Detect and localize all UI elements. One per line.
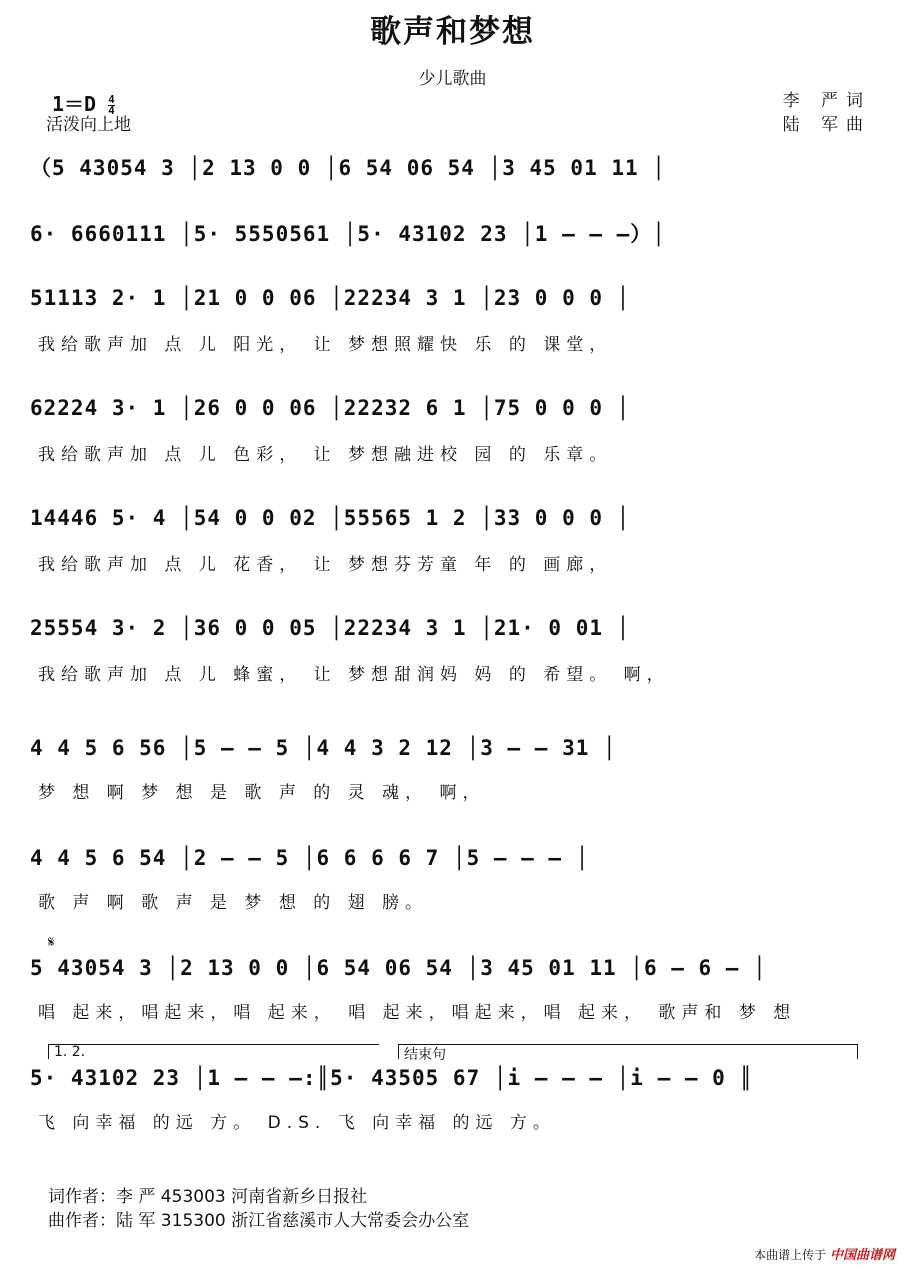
notation-row-3: 51113 2· 1 │21 0 0 06 │22234 3 1 │23 0 0 0 │ bbox=[30, 286, 631, 310]
lyricist-info: 词作者：李 严 453003 河南省新乡日报社 bbox=[48, 1187, 368, 1207]
tempo-marking: 活泼向上地 bbox=[46, 115, 131, 135]
site-logo: 中国曲谱网 bbox=[829, 1248, 895, 1263]
notation-row-9: 5 43054 3 │2 13 0 0 │6 54 06 54 │3 45 01 11 │6 — 6 — │ bbox=[30, 956, 767, 980]
notation-row-10: 5· 43102 23 │1 — — —:║5· 43505 67 │i — — — │i — — 0 ║ bbox=[30, 1066, 754, 1090]
ending-bracket bbox=[398, 1044, 858, 1059]
lyric-row-8: 歌 声 啊 歌 声 是 梦 想 的 翅 膀。 bbox=[38, 893, 429, 913]
notation-row-1: （5 43054 3 │2 13 0 0 │6 54 06 54 │3 45 01 11 │ bbox=[30, 156, 666, 180]
notation-row-5: 14446 5· 4 │54 0 0 02 │55565 1 2 │33 0 0 0 │ bbox=[30, 506, 631, 530]
notation-row-2: 6· 6660111 │5· 5550561 │5· 43102 23 │1 — — —）│ bbox=[30, 222, 666, 246]
time-top: 4 bbox=[108, 93, 115, 106]
composer-credit: 陆 军曲 bbox=[782, 115, 871, 135]
time-bottom: 4 bbox=[108, 104, 115, 117]
upload-credit bbox=[754, 1244, 895, 1263]
lyricist-credit: 李 严词 bbox=[782, 91, 871, 111]
notation-row-8: 4 4 5 6 54 │2 — — 5 │6 6 6 6 7 │5 — — — │ bbox=[30, 846, 590, 870]
notation-row-4: 62224 3· 1 │26 0 0 06 │22232 6 1 │75 0 0 0 │ bbox=[30, 396, 631, 420]
lyric-row-4: 我给歌声加 点 儿 色彩， 让 梦想融进校 园 的 乐章。 bbox=[38, 445, 613, 465]
notation-row-7: 4 4 5 6 56 │5 — — 5 │4 4 3 2 12 │3 — — 31 │ bbox=[30, 736, 617, 760]
page-title: 歌声和梦想 bbox=[370, 14, 535, 50]
key-label: 1＝D bbox=[52, 92, 97, 116]
lyric-row-3: 我给歌声加 点 儿 阳光， 让 梦想照耀快 乐 的 课堂， bbox=[38, 335, 613, 355]
upload-text: 本曲谱上传于 bbox=[754, 1248, 827, 1262]
lyric-row-7: 梦 想 啊 梦 想 是 歌 声 的 灵 魂， 啊， bbox=[38, 783, 486, 803]
notation-row-6: 25554 3· 2 │36 0 0 05 │22234 3 1 │21· 0 01 │ bbox=[30, 616, 631, 640]
volta-bracket bbox=[48, 1044, 379, 1059]
lyric-row-6: 我给歌声加 点 儿 蜂蜜， 让 梦想甜润妈 妈 的 希望。 啊， bbox=[38, 665, 670, 685]
ending-label: 结束句 bbox=[404, 1047, 446, 1063]
lyric-row-9: 唱 起来，唱起来，唱 起来， 唱 起来，唱起来，唱 起来， 歌声和 梦 想 bbox=[38, 1003, 797, 1023]
volta-label: 1. 2. bbox=[54, 1044, 86, 1060]
segno-sign: 𝄋 bbox=[48, 933, 55, 951]
song-genre: 少儿歌曲 bbox=[418, 69, 487, 89]
lyric-row-5: 我给歌声加 点 儿 花香， 让 梦想芬芳童 年 的 画廊， bbox=[38, 555, 613, 575]
composer-info: 曲作者：陆 军 315300 浙江省慈溪市人大常委会办公室 bbox=[48, 1211, 470, 1231]
lyric-row-10: 飞 向幸福 的远 方。 D.S. 飞 向幸福 的远 方。 bbox=[38, 1113, 556, 1133]
